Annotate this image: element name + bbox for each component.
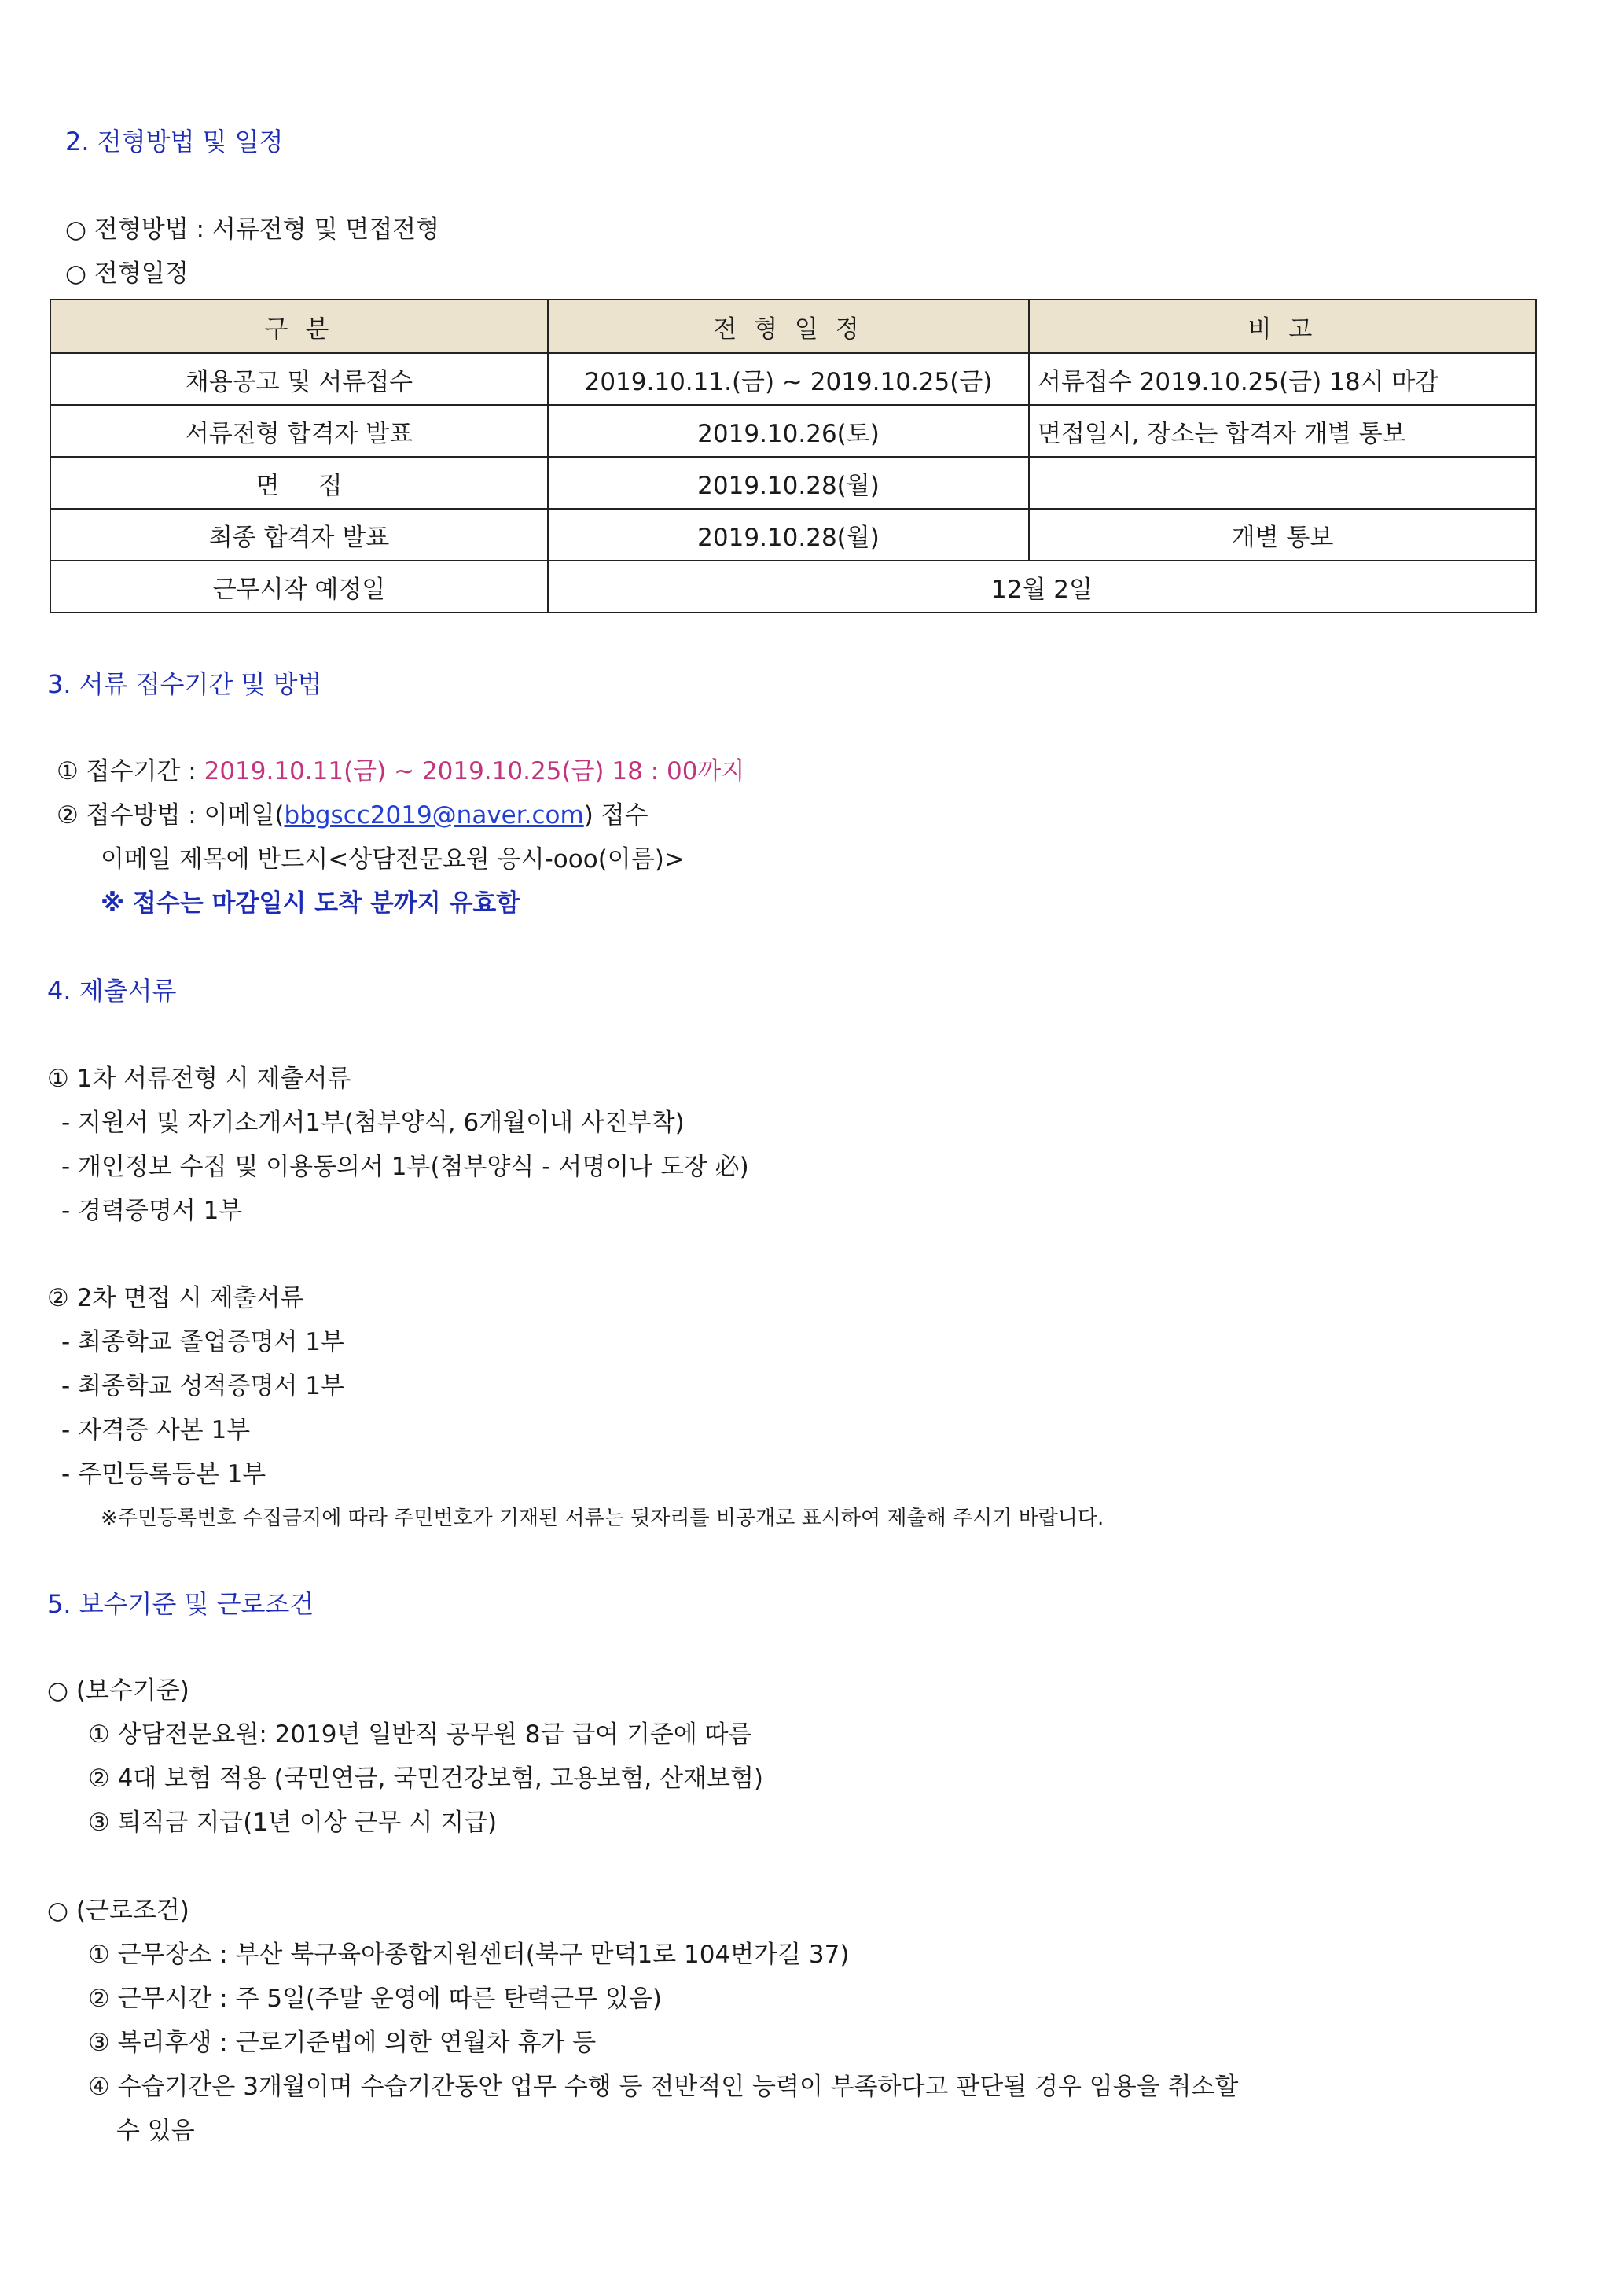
list-item: - 주민등록등본 1부 — [61, 1460, 266, 1488]
table-row — [50, 457, 1536, 509]
list-item: ③ 퇴직금 지급(1년 이상 근무 시 지급) — [88, 1808, 498, 1837]
application-method-prefix: ② 접수방법 : 이메일( — [57, 801, 285, 830]
application-method — [57, 800, 648, 831]
email-link[interactable]: bbgscc2019@naver.com — [284, 801, 584, 830]
header-schedule: 전 형 일 정 — [548, 300, 1029, 353]
selection-method: ○ 전형방법 : 서류전형 및 면접전형 — [65, 215, 440, 244]
section-3-heading: 3. 서류 접수기간 및 방법 — [47, 669, 322, 699]
list-item: - 지원서 및 자기소개서1부(첨부양식, 6개월이내 사진부착) — [61, 1109, 685, 1137]
first-stage-title: ① 1차 서류전형 시 제출서류 — [47, 1065, 351, 1093]
table-row — [50, 509, 1536, 561]
list-item: - 자격증 사본 1부 — [61, 1416, 251, 1444]
application-period — [57, 756, 744, 787]
selection-schedule-label: ○ 전형일정 — [65, 259, 189, 288]
list-item-continuation: 수 있음 — [116, 2117, 195, 2145]
table-row — [50, 561, 1536, 613]
row-note: 서류접수 2019.10.25(금) 18시 마감 — [1029, 353, 1536, 405]
list-item: - 개인정보 수집 및 이용동의서 1부(첨부양식 - 서명이나 도장 必) — [61, 1153, 749, 1181]
section-4-heading: 4. 제출서류 — [47, 976, 177, 1006]
header-remarks: 비 고 — [1029, 300, 1536, 353]
schedule-table — [50, 299, 1537, 613]
table-row — [50, 353, 1536, 405]
list-item: - 경력증명서 1부 — [61, 1197, 243, 1225]
second-stage-title: ② 2차 면접 시 제출서류 — [47, 1284, 304, 1312]
resident-number-note: ※주민등록번호 수집금지에 따라 주민번호가 기재된 서류는 뒷자리를 비공개로 표시하여 제출해 주시기 바랍니다. — [101, 1507, 1104, 1530]
deadline-notice: ※ 접수는 마감일시 도착 분까지 유효함 — [101, 889, 520, 918]
application-period-value: 2019.10.11(금) ~ 2019.10.25(금) 18 : 00까지 — [204, 757, 745, 786]
application-period-label: ① 접수기간 : — [57, 757, 204, 786]
table-header-row — [50, 300, 1536, 353]
list-item: - 최종학교 졸업증명서 1부 — [61, 1328, 344, 1356]
row-date: 2019.10.26(토) — [548, 405, 1029, 457]
list-item: ② 근무시간 : 주 5일(주말 운영에 따른 탄력근무 있음) — [88, 1985, 662, 2013]
list-item: ④ 수습기간은 3개월이며 수습기간동안 업무 수행 등 전반적인 능력이 부족하다고 판단될 경우 임용을 취소할 — [88, 2073, 1239, 2101]
header-category: 구 분 — [50, 300, 548, 353]
list-item: ② 4대 보험 적용 (국민연금, 국민건강보험, 고용보험, 산재보험) — [88, 1764, 763, 1793]
row-item: 최종 합격자 발표 — [50, 509, 548, 561]
table-row — [50, 405, 1536, 457]
list-item: ① 근무장소 : 부산 북구육아종합지원센터(북구 만덕1로 104번가길 37) — [88, 1941, 850, 1969]
row-item: 채용공고 및 서류접수 — [50, 353, 548, 405]
list-item: ① 상담전문요원: 2019년 일반직 공무원 8급 급여 기준에 따름 — [88, 1720, 752, 1749]
row-date: 2019.10.28(월) — [548, 457, 1029, 509]
section-2-heading: 2. 전형방법 및 일정 — [65, 127, 284, 156]
pay-standard-title: ○ (보수기준) — [47, 1676, 189, 1705]
row-item: 면 접 — [50, 457, 548, 509]
row-note: 면접일시, 장소는 합격자 개별 통보 — [1029, 405, 1536, 457]
row-item: 근무시작 예정일 — [50, 561, 548, 613]
section-5-heading: 5. 보수기준 및 근로조건 — [47, 1589, 314, 1619]
email-subject-instruction: 이메일 제목에 반드시<상담전문요원 응시-ooo(이름)> — [101, 845, 685, 874]
application-method-suffix: ) 접수 — [583, 801, 648, 830]
row-date: 2019.10.11.(금) ~ 2019.10.25(금) — [548, 353, 1029, 405]
list-item: ③ 복리후생 : 근로기준법에 의한 연월차 휴가 등 — [88, 2029, 597, 2057]
start-date-value: 12월 2일 — [548, 561, 1536, 613]
row-item: 서류전형 합격자 발표 — [50, 405, 548, 457]
row-note — [1029, 457, 1536, 509]
working-conditions-title: ○ (근로조건) — [47, 1897, 189, 1925]
row-date: 2019.10.28(월) — [548, 509, 1029, 561]
list-item: - 최종학교 성적증명서 1부 — [61, 1372, 344, 1400]
row-note: 개별 통보 — [1029, 509, 1536, 561]
